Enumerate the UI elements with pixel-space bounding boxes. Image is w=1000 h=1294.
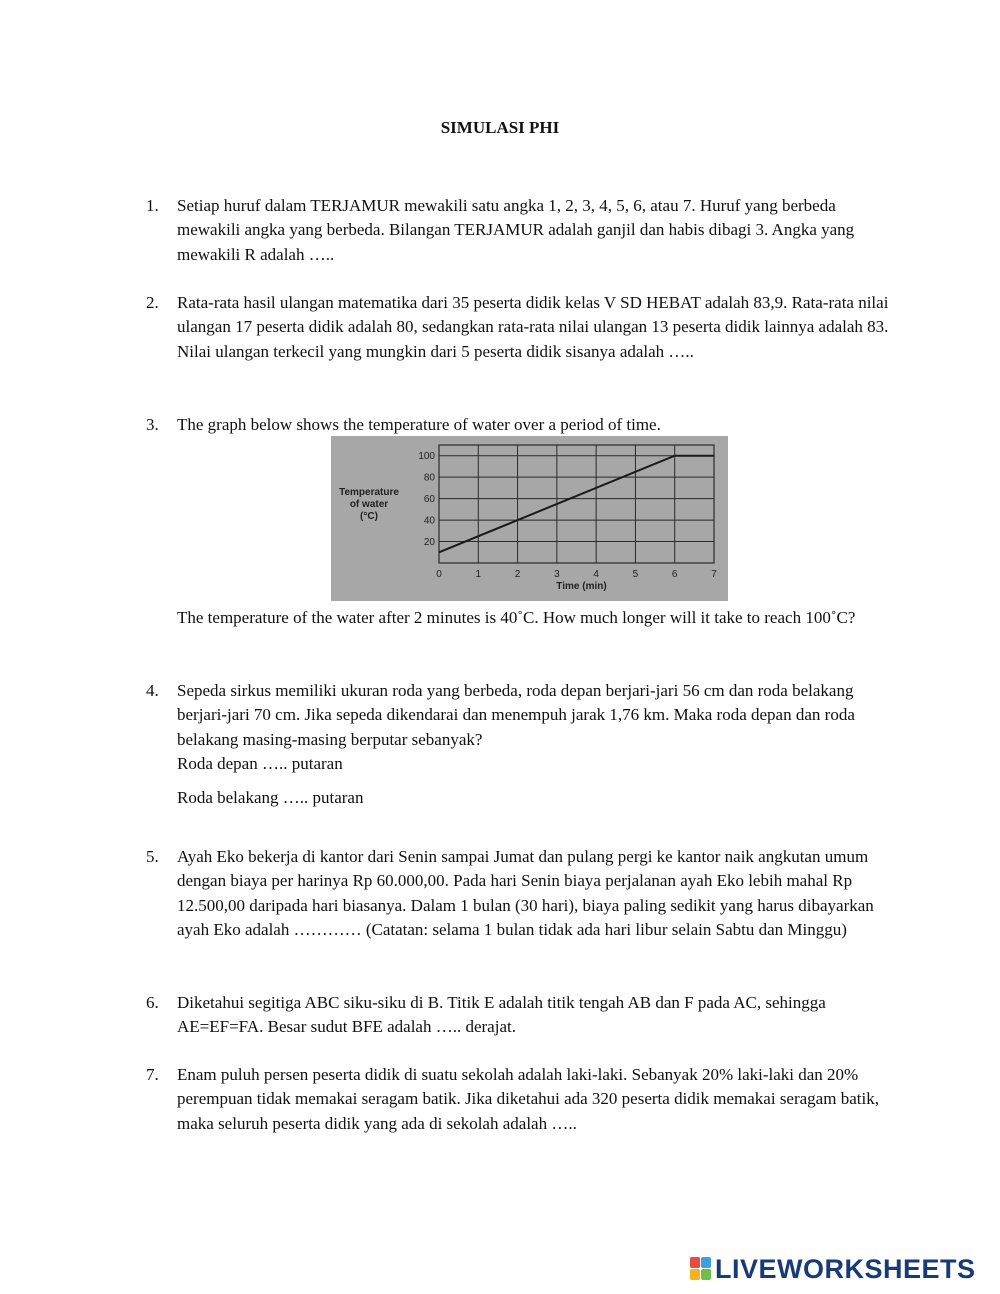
question-text: Setiap huruf dalam TERJAMUR mewakili satu angka 1, 2, 3, 4, 5, 6, atau 7. Huruf yang berbeda mewakili angka yang berbeda. Bilangan TERJAMUR adalah ganjil dan habis dibagi 3. Angka yang mewakili R adalah ….. [177, 196, 855, 264]
x-tick-label: 7 [711, 569, 717, 580]
question-number: 2. [146, 293, 159, 312]
question-3 [146, 413, 891, 437]
page-title: SIMULASI PHI [440, 118, 560, 137]
question-text: The graph below shows the temperature of water over a period of time. [177, 415, 661, 434]
x-tick-label: 1 [475, 569, 482, 580]
plot-frame [439, 445, 714, 563]
temperature-graph [331, 436, 728, 601]
brand-name: LIVEWORKSHEETS [715, 1253, 976, 1284]
question-number: 5. [146, 847, 159, 866]
series-line [439, 456, 714, 553]
x-tick-label: 4 [593, 569, 599, 580]
question-5 [146, 845, 891, 942]
logo-tiles-icon [690, 1257, 712, 1281]
question-text: Rata-rata hasil ulangan matematika dari 35 peserta didik kelas V SD HEBAT adalah 83,9. Rata-rata nilai ulangan 17 peserta didik adalah 80, sedangkan rata-rata nilai ulangan 13 peserta didik lainnya adalah 83. Nilai ulangan terkecil yang mungkin dari 5 peserta didik sisanya adalah ….. [177, 293, 889, 361]
x-axis-label: Time (min) [556, 581, 607, 592]
y-tick-label: 40 [423, 515, 435, 527]
x-tick-label: 2 [514, 569, 521, 580]
y-axis-label: of water [349, 499, 389, 510]
question-4 [146, 679, 891, 810]
y-tick-label: 60 [423, 494, 435, 506]
question-text: Sepeda sirkus memiliki ukuran roda yang berbeda, roda depan berjari-jari 56 cm dan roda belakang berjari-jari 70 cm. Jika sepeda dikendarai dan menempuh jarak 1,76 km. Maka roda depan dan roda belakang masing-masing berputar sebanyak? [177, 681, 855, 749]
answer-line-rear-wheel: Roda belakang ….. putaran [177, 788, 364, 808]
question-2 [146, 291, 891, 364]
x-tick-label: 5 [632, 569, 639, 580]
question-7 [146, 1063, 891, 1136]
question-6 [146, 991, 891, 1040]
x-tick-label: 0 [436, 569, 442, 580]
y-axis-label: (°C) [360, 511, 378, 522]
y-tick-label: 80 [423, 472, 435, 484]
y-axis-label: Temperature [339, 487, 399, 498]
question-number: 6. [146, 993, 159, 1012]
x-tick-label: 6 [671, 569, 678, 580]
y-tick-label: 100 [418, 451, 435, 463]
answer-line-front-wheel: Roda depan ….. putaran [177, 753, 343, 773]
temperature-chart [331, 436, 728, 601]
liveworksheets-logo[interactable] [690, 1253, 976, 1284]
question-3-follow-up [146, 606, 891, 630]
question-number: 4. [146, 681, 159, 700]
question-number: 7. [146, 1065, 159, 1084]
question-text: The temperature of the water after 2 minutes is 40˚C. How much longer will it take to reach 100˚C? [177, 608, 856, 627]
x-tick-label: 3 [554, 569, 560, 580]
question-text: Diketahui segitiga ABC siku-siku di B. Titik E adalah titik tengah AB dan F pada AC, sehingga AE=EF=FA. Besar sudut BFE adalah ….. derajat. [177, 993, 826, 1037]
question-number: 1. [146, 196, 159, 215]
question-1 [146, 194, 891, 267]
y-tick-label: 20 [423, 537, 435, 549]
question-text: Ayah Eko bekerja di kantor dari Senin sampai Jumat dan pulang pergi ke kantor naik angkutan umum dengan biaya per harinya Rp 60.000,00. Pada hari Senin biaya perjalanan ayah Eko lebih mahal Rp 12.500,00 daripada hari biasanya. Dalam 1 bulan (30 hari), biaya paling sedikit yang harus dibayarkan ayah Eko adalah ………… (Catatan: selama 1 bulan tidak ada hari libur selain Sabtu dan Minggu) [177, 847, 874, 939]
question-number: 3. [146, 415, 159, 434]
question-text: Enam puluh persen peserta didik di suatu sekolah adalah laki-laki. Sebanyak 20% laki-laki dan 20% perempuan tidak memakai seragam batik. Jika diketahui ada 320 peserta didik memakai seragam batik, maka seluruh peserta didik yang ada di sekolah adalah ….. [177, 1065, 879, 1133]
